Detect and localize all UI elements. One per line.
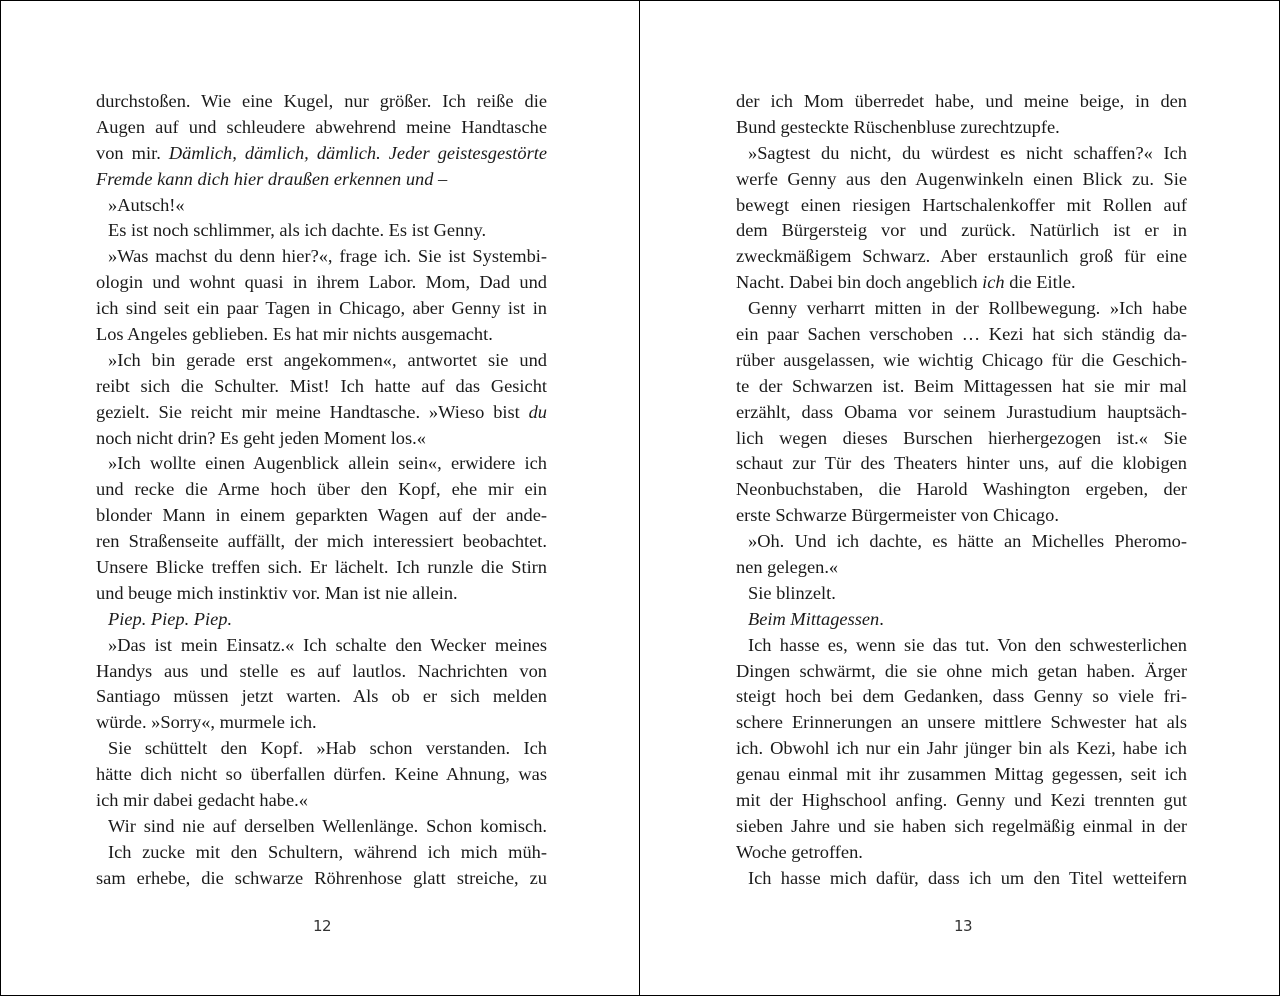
text-segment: te der Schwarzen ist. Beim Mittagessen hat sie mir mal [736,375,1187,396]
text-segment: und beuge mich instinktiv vor. Man ist nie allein. [96,582,458,603]
text-line [736,555,1187,581]
text-line [736,400,1187,426]
text-line [736,270,1187,296]
text-line [96,426,547,452]
text-segment: gezielt. Sie reicht mir meine Handtasche. »Wieso bist [96,401,529,422]
text-line [96,503,547,529]
text-line [736,244,1187,270]
text-segment: dem Bürgersteig vor und zurück. Natürlich ist er in [736,220,1187,241]
text-line [96,244,547,270]
text-line [736,866,1187,892]
text-line [736,322,1187,348]
text-line [96,659,547,685]
text-line [736,193,1187,219]
text-segment: Ich zucke mit den Schultern, während ich mich müh- [108,841,547,862]
text-line [736,348,1187,374]
text-segment: ologin und wohnt quasi in ihrem Labor. Mom, Dad und [96,272,547,293]
text-segment: mit der Highschool anfing. Genny und Kezi trennten gut [736,790,1187,811]
text-line [96,581,547,607]
text-segment: noch nicht drin? Es geht jeden Moment los.« [96,427,426,448]
text-line [96,736,547,762]
text-line [736,141,1187,167]
text-segment: »Sagtest du nicht, du würdest es nicht schaffen?« Ich [748,142,1187,163]
text-line [736,167,1187,193]
text-segment: Woche getroffen. [736,841,863,862]
text-segment: »Oh. Und ich dachte, es hätte an Michelles Pheromo- [748,531,1187,552]
text-line [96,555,547,581]
text-line [96,762,547,788]
text-segment: »Ich bin gerade erst angekommen«, antwortet sie und [108,349,547,370]
text-line [96,788,547,814]
text-line [736,374,1187,400]
text-line [736,840,1187,866]
right-page-number: 13 [954,917,973,935]
text-line [96,814,547,840]
text-line [736,503,1187,529]
text-line [736,736,1187,762]
text-segment: werfe Genny aus den Augenwinkeln einen Blick zu. Sie [736,168,1187,189]
text-line [736,529,1187,555]
text-line [736,581,1187,607]
text-line [96,167,547,193]
text-segment: nen gelegen.« [736,557,839,578]
text-segment: blonder Mann in einem geparkten Wagen auf der ande- [96,505,547,526]
right-page-text [736,89,1187,892]
text-segment: zweckmäßigem Schwarz. Aber erstaunlich groß für eine [736,246,1187,267]
text-segment: Handys aus und stelle es auf lautlos. Nachrichten von [96,660,547,681]
left-page [1,1,639,995]
text-line [96,866,547,892]
text-line [96,141,547,167]
text-segment: Ich hasse es, wenn sie das tut. Von den schwesterlichen [748,634,1187,655]
text-segment: sam erhebe, die schwarze Röhrenhose glatt streiche, zu [96,867,547,888]
text-segment: Nacht. Dabei bin doch angeblich [736,272,983,293]
text-segment: reibt sich die Schulter. Mist! Ich hatte auf das Gesicht [96,375,547,396]
text-segment: hätte dich nicht so überfallen dürfen. Keine Ahnung, was [96,764,547,785]
text-line [736,814,1187,840]
italic-text-segment: Dämlich, dämlich, dämlich. Jeder geistesgestörte [168,142,547,163]
italic-text-segment: du [528,401,547,422]
text-line [96,710,547,736]
text-line [96,529,547,555]
text-segment: »Autsch!« [108,194,185,215]
text-segment: genau einmal mit ihr zusammen Mittag gegessen, seit ich [736,764,1187,785]
text-line [736,762,1187,788]
text-line [736,788,1187,814]
text-line [96,218,547,244]
text-segment: ein paar Sachen verschoben … Kezi hat sich ständig da- [736,324,1187,345]
text-segment: ich. Obwohl ich nur ein Jahr jünger bin als Kezi, habe ich [736,738,1187,759]
text-segment: erzählt, dass Obama vor seinem Jurastudium hauptsäch- [736,401,1187,422]
text-segment: »Das ist mein Einsatz.« Ich schalte den Wecker meines [108,634,547,655]
text-segment: Augen auf und schleudere abwehrend meine Handtasche [96,116,547,137]
text-segment: schaut zur Tür des Theaters hinter uns, auf die klobigen [736,453,1187,474]
text-segment: steigt hoch bei dem Gedanken, dass Genny so viele fri- [736,686,1187,707]
text-line [736,89,1187,115]
text-segment: sieben Jahre und sie haben sich regelmäßig einmal in der [736,815,1187,836]
text-segment: würde. »Sorry«, murmele ich. [96,712,317,733]
text-segment: erste Schwarze Bürgermeister von Chicago. [736,505,1059,526]
right-page [640,1,1279,995]
text-line [736,633,1187,659]
italic-text-segment: Beim Mittagessen [748,608,880,629]
text-line [736,451,1187,477]
text-line [96,400,547,426]
text-segment: »Ich wollte einen Augenblick allein sein«, erwidere ich [108,453,547,474]
text-segment: Bund gesteckte Rüschenbluse zurechtzupfe. [736,116,1060,137]
text-line [96,633,547,659]
text-segment: Santiago müssen jetzt warten. Als ob er sich melden [96,686,547,707]
text-segment: ich mir dabei gedacht habe.« [96,790,308,811]
text-segment: Sie schüttelt den Kopf. »Hab schon verstanden. Ich [108,738,547,759]
text-segment: die Eitle. [1004,272,1076,293]
text-segment: lich wegen dieses Burschen hierhergezogen ist.« Sie [736,427,1187,448]
text-line [736,218,1187,244]
text-segment: rüber ausgelassen, wie wichtig Chicago für die Geschich- [736,349,1187,370]
text-line [96,322,547,348]
text-line [96,89,547,115]
text-segment: Ich hasse mich dafür, dass ich um den Titel wetteifern [748,867,1187,888]
text-line [96,348,547,374]
text-line [736,607,1187,633]
italic-text-segment: ich [982,272,1005,293]
text-line [736,115,1187,141]
text-segment: »Was machst du denn hier?«, frage ich. Sie ist Systembi- [108,246,547,267]
text-segment: Unsere Blicke treffen sich. Er lächelt. Ich runzle die Stirn [96,557,547,578]
text-segment: ich sind seit ein paar Tagen in Chicago, aber Genny ist in [96,298,547,319]
text-segment: und recke die Arme hoch über den Kopf, ehe mir ein [96,479,547,500]
left-page-text [96,89,547,892]
text-line [736,426,1187,452]
text-segment: Es ist noch schlimmer, als ich dachte. Es ist Genny. [108,220,487,241]
italic-text-segment: Piep. Piep. Piep. [108,608,233,629]
text-line [736,710,1187,736]
text-segment: von mir. [96,142,169,163]
text-segment: Wir sind nie auf derselben Wellenlänge. Schon komisch. [108,815,547,836]
text-line [96,296,547,322]
text-line [736,296,1187,322]
text-line [96,270,547,296]
text-segment: Neonbuchstaben, die Harold Washington ergeben, der [736,479,1187,500]
text-line [736,684,1187,710]
text-segment: ren Straßenseite auffällt, der mich interessiert beobachtet. [96,531,547,552]
text-segment: Dingen schwärmt, die sie ohne mich getan haben. Ärger [736,660,1187,681]
left-page-number: 12 [313,917,332,935]
italic-text-segment: Fremde kann dich hier draußen erkennen und – [96,168,448,189]
text-line [96,451,547,477]
text-line [96,477,547,503]
text-segment: durchstoßen. Wie eine Kugel, nur größer. Ich reiße die [96,91,547,111]
text-line [96,115,547,141]
text-segment: Sie blinzelt. [748,582,836,603]
text-line [736,659,1187,685]
text-segment: . [879,608,884,629]
text-line [96,607,547,633]
text-line [96,193,547,219]
text-segment: der ich Mom überredet habe, und meine beige, in den [736,91,1187,111]
text-line [96,840,547,866]
text-line [96,684,547,710]
text-segment: bewegt einen riesigen Hartschalenkoffer mit Rollen auf [736,194,1187,215]
text-segment: Genny verharrt mitten in der Rollbewegung. »Ich habe [748,298,1187,319]
text-line [736,477,1187,503]
text-segment: Los Angeles geblieben. Es hat mir nichts ausgemacht. [96,324,493,345]
text-line [96,374,547,400]
text-segment: schere Erinnerungen an unsere mittlere Schwester hat als [736,712,1187,733]
